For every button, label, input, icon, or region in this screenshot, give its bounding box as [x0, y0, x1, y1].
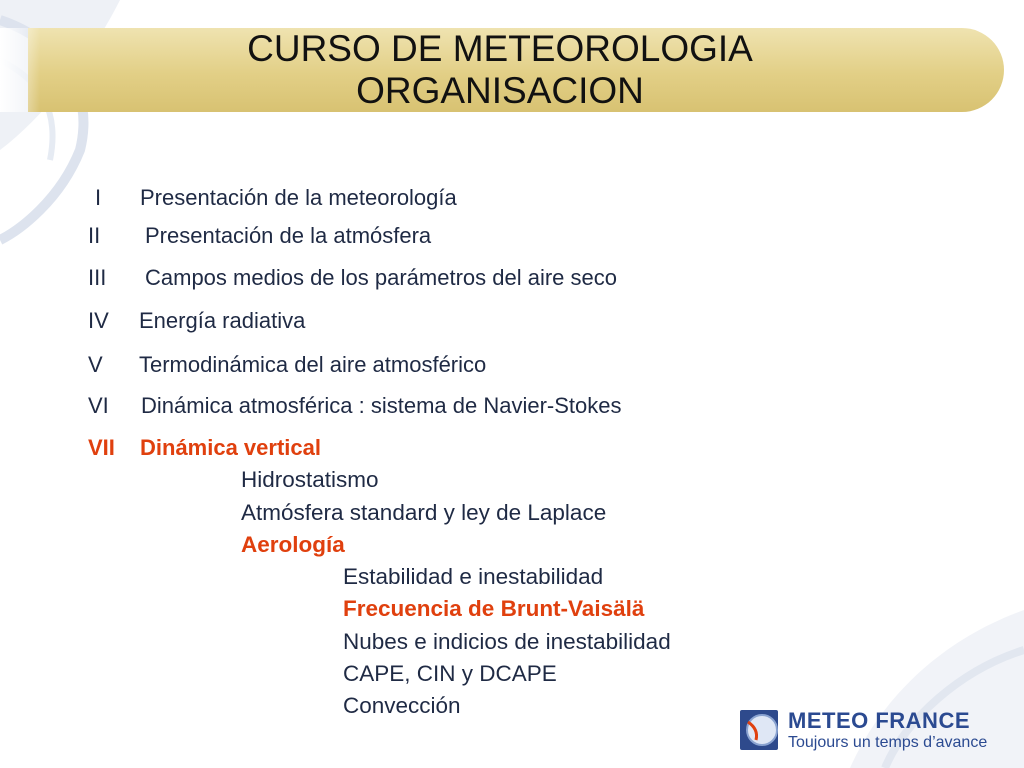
agenda-number: VII	[88, 435, 115, 460]
agenda-text: Presentación de la meteorología	[140, 185, 457, 210]
agenda-text: Campos medios de los parámetros del aire seco	[145, 265, 618, 290]
subsubtopic: Nubes e indicios de inestabilidad	[343, 629, 671, 654]
meteo-france-logo	[740, 708, 1000, 754]
agenda-text: Presentación de la atmósfera	[145, 223, 432, 248]
agenda-number: II	[88, 223, 101, 248]
subsubtopic: CAPE, CIN y DCAPE	[343, 661, 557, 686]
subsubtopic-current: Frecuencia de Brunt-Vaisälä	[343, 596, 645, 621]
title-line-2: ORGANISACION	[356, 70, 644, 111]
agenda-number: VI	[88, 393, 109, 418]
title-line-1: CURSO DE METEOROLOGIA	[247, 28, 753, 69]
subtopic-current: Aerología	[241, 532, 345, 557]
agenda-text: Energía radiativa	[139, 308, 306, 333]
agenda-text: Dinámica vertical	[140, 435, 321, 460]
logo-globe-icon	[740, 710, 778, 750]
logo-tagline: Toujours un temps d’avance	[788, 734, 988, 751]
agenda-number: III	[88, 265, 107, 290]
logo-name: METEO FRANCE	[788, 708, 970, 733]
subsubtopic: Convección	[343, 693, 461, 718]
agenda-number: IV	[88, 308, 109, 333]
subsubtopic: Estabilidad e inestabilidad	[343, 564, 604, 589]
page-title	[180, 28, 820, 112]
agenda-text: Dinámica atmosférica : sistema de Navier-Stokes	[141, 393, 622, 418]
agenda-number: I	[95, 185, 102, 210]
subtopic: Hidrostatismo	[241, 467, 379, 492]
agenda-text: Termodinámica del aire atmosférico	[139, 352, 487, 377]
agenda-number: V	[88, 352, 103, 377]
subtopic: Atmósfera standard y ley de Laplace	[241, 500, 607, 525]
